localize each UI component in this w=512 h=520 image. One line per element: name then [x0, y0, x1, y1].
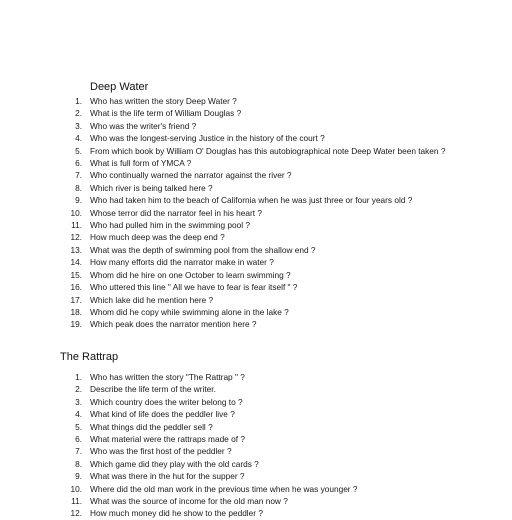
- question-item: [75, 107, 445, 119]
- question-text: From which book by William O' Douglas has this autobiographical note Deep Water been taken ?: [90, 145, 446, 156]
- question-text: What was the source of income for the old man now ?: [90, 496, 288, 507]
- question-text: Who was the first host of the peddler ?: [90, 446, 232, 457]
- question-number: 7.: [75, 446, 82, 457]
- question-item: [75, 371, 358, 383]
- question-number: 8.: [75, 182, 82, 193]
- question-number: 8.: [75, 458, 82, 469]
- question-item: [75, 145, 446, 157]
- question-item: [75, 120, 445, 132]
- question-text: Which lake did he mention here ?: [90, 294, 214, 305]
- question-text: Who had pulled him in the swimming pool ?: [90, 220, 251, 231]
- question-text: What was there in the hut for the supper ?: [90, 471, 245, 482]
- question-number: 5.: [75, 421, 82, 432]
- question-item: [71, 219, 445, 231]
- question-text: Who was the longest-serving Justice in the history of the court ?: [90, 133, 325, 144]
- question-number: 11.: [71, 496, 82, 507]
- question-number: 10.: [70, 207, 82, 218]
- question-item: [75, 383, 358, 395]
- question-item: [70, 269, 445, 281]
- question-number: 10.: [70, 483, 82, 494]
- question-number: 12.: [70, 508, 82, 519]
- question-text: Whom did he hire on one October to learn swimming ?: [90, 269, 291, 280]
- question-number: 1.: [75, 96, 82, 106]
- question-text: Who continually warned the narrator against the river ?: [90, 170, 292, 181]
- question-text: What kind of life does the peddler live ?: [90, 409, 235, 420]
- question-number: 1.: [75, 372, 82, 382]
- question-number: 2.: [75, 108, 82, 119]
- question-number: 3.: [75, 396, 82, 407]
- question-number: 3.: [75, 120, 82, 131]
- question-item: [70, 507, 358, 519]
- section-deep-water: [70, 80, 446, 331]
- section-title: The Rattrap: [60, 351, 119, 363]
- question-text: Which country does the writer belong to ?: [90, 396, 243, 407]
- question-item: [75, 458, 358, 470]
- question-number: 6.: [75, 434, 82, 445]
- question-item: [75, 470, 358, 482]
- question-number: 4.: [75, 133, 82, 144]
- question-text: Whose terror did the narrator feel in his heart ?: [90, 207, 263, 218]
- question-item: [70, 231, 445, 243]
- question-text: Which game did they play with the old cards ?: [90, 458, 259, 469]
- question-text: What is full form of YMCA ?: [90, 158, 192, 169]
- question-number: 14.: [70, 257, 82, 268]
- question-text: What things did the peddler sell ?: [90, 421, 213, 432]
- question-number: 15.: [70, 269, 82, 280]
- question-number: 6.: [75, 158, 82, 169]
- section-title: Deep Water: [90, 81, 149, 93]
- question-item: [75, 95, 445, 107]
- question-text: How much deep was the deep end ?: [90, 232, 225, 243]
- question-text: Who has written the story Deep Water ?: [90, 96, 237, 106]
- question-number: 4.: [75, 409, 82, 420]
- question-item: [70, 281, 445, 293]
- question-text: How many efforts did the narrator make in water ?: [90, 257, 274, 268]
- question-text: How much money did he show to the peddler ?: [90, 508, 263, 519]
- question-item: [70, 294, 445, 306]
- question-text: Whom did he copy while swimming alone in the lake ?: [90, 306, 289, 317]
- question-list: [70, 371, 358, 520]
- question-number: 19.: [70, 319, 82, 330]
- question-item: [75, 169, 445, 181]
- question-number: 7.: [75, 170, 82, 181]
- question-number: 11.: [71, 220, 82, 231]
- question-item: [75, 408, 358, 420]
- question-text: Which river is being talked here ?: [90, 182, 213, 193]
- question-text: Who was the writer's friend ?: [90, 120, 197, 131]
- question-item: [75, 132, 445, 144]
- question-number: 17.: [70, 294, 82, 305]
- question-text: Who had taken him to the beach of California when he was just three or four years old ?: [90, 195, 413, 206]
- question-item: [70, 256, 445, 268]
- question-item: [70, 207, 445, 219]
- question-number: 2.: [75, 384, 82, 395]
- question-item: [70, 244, 445, 256]
- question-number: 5.: [75, 145, 82, 156]
- question-item: [75, 182, 445, 194]
- section-the-rattrap: [60, 350, 358, 520]
- question-list: [70, 95, 446, 331]
- question-item: [70, 318, 445, 330]
- question-item: [75, 157, 445, 169]
- question-number: 16.: [70, 282, 82, 293]
- question-text: Where did the old man work in the previous time when he was younger ?: [90, 483, 358, 494]
- question-item: [75, 433, 358, 445]
- question-text: What was the depth of swimming pool from the shallow end ?: [90, 244, 316, 255]
- question-number: 9.: [75, 195, 82, 206]
- question-text: Who has written the story "The Rattrap " ?: [90, 372, 245, 382]
- question-item: [75, 194, 445, 206]
- question-number: 9.: [75, 471, 82, 482]
- question-text: Which peak does the narrator mention here ?: [90, 319, 257, 330]
- question-item: [75, 421, 358, 433]
- question-text: Who uttered this line " All we have to fear is fear itself " ?: [90, 282, 298, 293]
- question-number: 12.: [70, 232, 82, 243]
- question-number: 13.: [70, 244, 82, 255]
- question-item: [70, 483, 358, 495]
- question-number: 18.: [70, 306, 82, 317]
- question-item: [75, 396, 358, 408]
- question-text: What is the life term of William Douglas ?: [90, 108, 242, 119]
- question-text: What material were the rattraps made of ?: [90, 434, 245, 445]
- question-text: Describe the life term of the writer.: [90, 384, 216, 395]
- question-item: [75, 445, 358, 457]
- question-item: [70, 306, 445, 318]
- question-item: [71, 495, 358, 507]
